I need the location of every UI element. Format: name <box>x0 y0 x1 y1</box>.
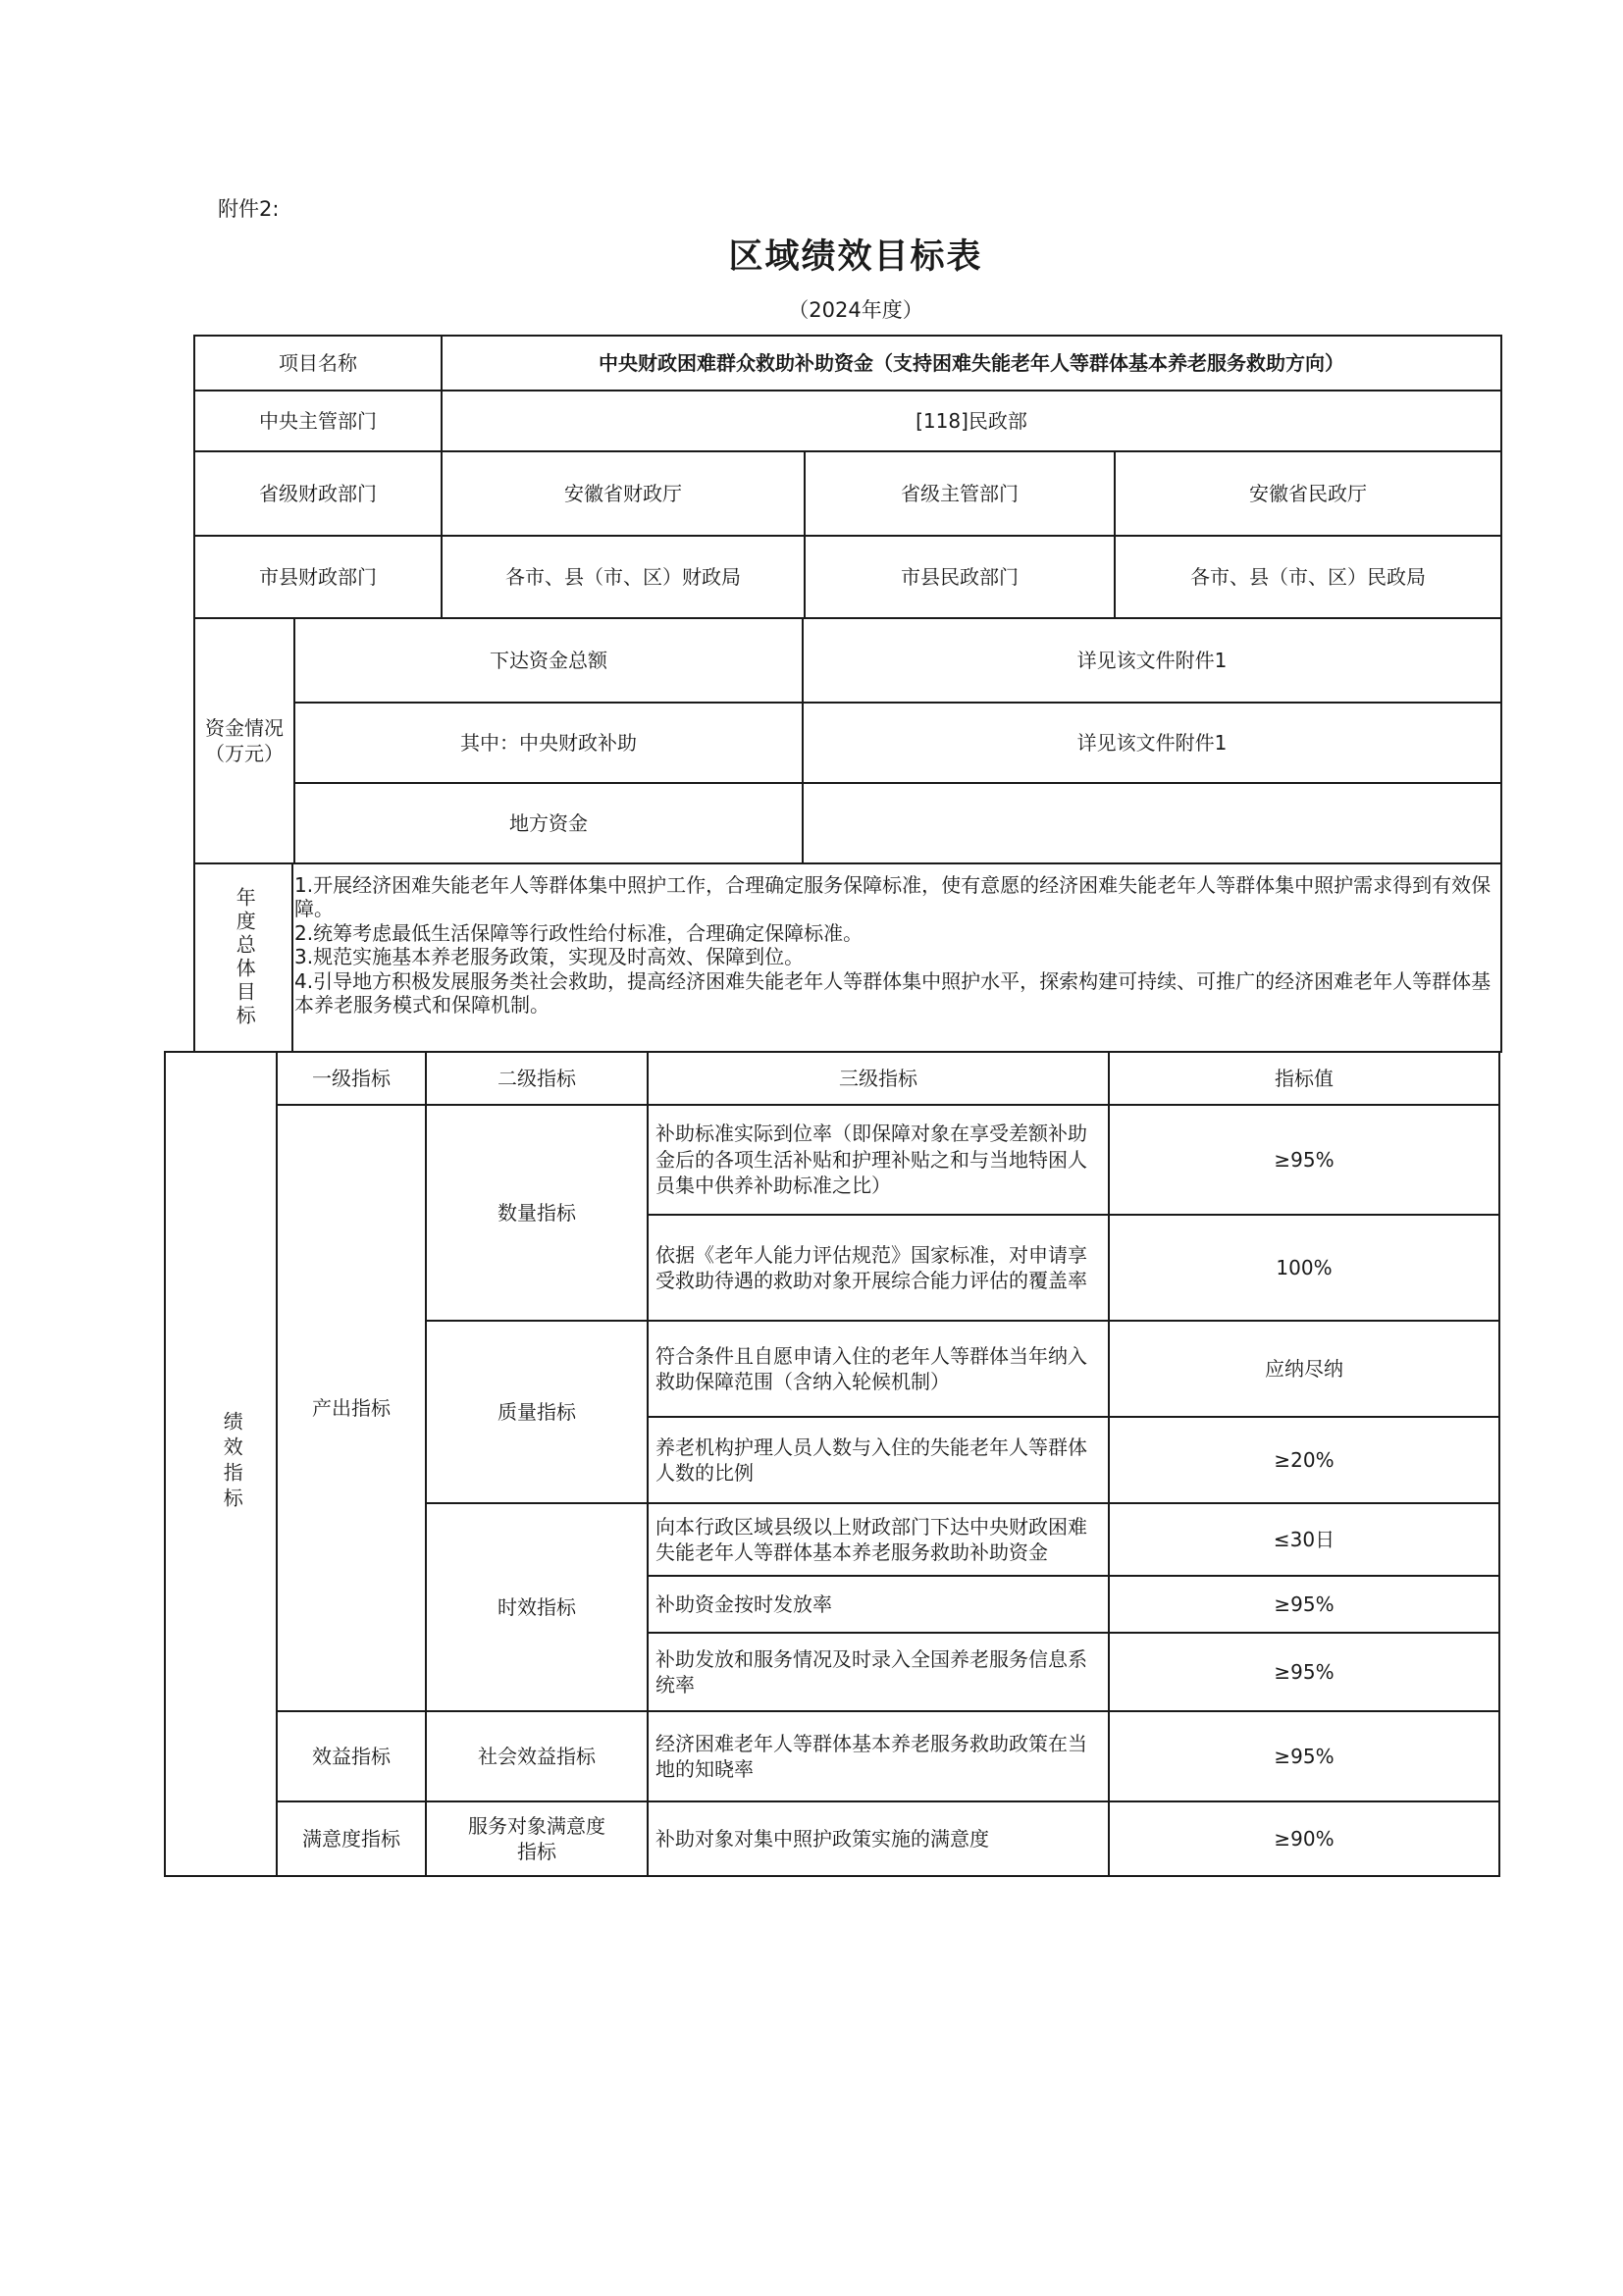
level3-item: 依据《老年人能力评估规范》国家标准，对申请享受救助待遇的救助对象开展综合能力评估的覆盖率 <box>655 1242 1087 1292</box>
annual-goal-text <box>294 873 1492 1017</box>
funds-total-label: 下达资金总额 <box>490 648 607 672</box>
level1-output: 产出指标 <box>312 1395 391 1420</box>
level3-item: 补助对象对集中照护政策实施的满意度 <box>655 1826 989 1851</box>
header-value: 指标值 <box>1275 1066 1334 1090</box>
indicator-value: ≥90% <box>1274 1826 1335 1851</box>
funds-central-label: 其中：中央财政补助 <box>460 730 637 755</box>
level1-satisfaction: 满意度指标 <box>302 1826 400 1851</box>
indicator-value: ≥95% <box>1274 1147 1335 1172</box>
performance-label: 绩效指标 <box>220 1411 244 1513</box>
annual-goal-line: 2.统筹考虑最低生活保障等行政性给付标准，合理确定保障标准。 <box>294 920 864 945</box>
level3-item: 向本行政区域县级以上财政部门下达中央财政困难失能老年人等群体基本养老服务救助补助资金 <box>655 1514 1087 1564</box>
prov-dept-value: 安徽省民政厅 <box>1249 481 1367 505</box>
level3-item: 补助标准实际到位率（即保障对象在享受差额补助金后的各项生活补贴和护理补贴之和与当地特困人员集中供养补助标准之比） <box>655 1122 1087 1198</box>
prov-finance-value: 安徽省财政厅 <box>564 481 682 505</box>
level1-benefit: 效益指标 <box>312 1744 391 1768</box>
indicator-value: ≥95% <box>1274 1592 1335 1616</box>
annual-goal-label: 年度总体目标 <box>233 887 257 1028</box>
indicator-value: ≥20% <box>1274 1447 1335 1472</box>
header-level3: 三级指标 <box>839 1066 917 1090</box>
level3-item: 符合条件且自愿申请入住的老年人等群体当年纳入救助保障范围（含纳入轮候机制） <box>655 1343 1087 1393</box>
level2-timeliness: 时效指标 <box>497 1594 576 1619</box>
project-name-value: 中央财政困难群众救助补助资金（支持困难失能老年人等群体基本养老服务救助方向） <box>599 350 1344 375</box>
city-dept-value: 各市、县（市、区）民政局 <box>1190 564 1426 589</box>
level3-item: 补助发放和服务情况及时录入全国养老服务信息系统率 <box>655 1646 1087 1696</box>
header-level2: 二级指标 <box>497 1066 576 1090</box>
level3-item: 补助资金按时发放率 <box>655 1592 832 1616</box>
funds-local-label: 地方资金 <box>509 810 588 835</box>
funds-central-value: 详见该文件附件1 <box>1076 730 1228 755</box>
level3-item: 经济困难老年人等群体基本养老服务救助政策在当地的知晓率 <box>655 1731 1087 1781</box>
funds-local-value <box>803 783 1501 863</box>
city-finance-value: 各市、县（市、区）财政局 <box>505 564 741 589</box>
header-level1: 一级指标 <box>312 1066 391 1090</box>
annual-goal-line: 3.规范实施基本养老服务政策，实现及时高效、保障到位。 <box>294 945 805 969</box>
funds-label: 资金情况（万元） <box>205 715 284 765</box>
annex-label: 附件2: <box>218 197 280 221</box>
city-finance-label: 市县财政部门 <box>259 564 377 589</box>
indicator-value: 100% <box>1276 1255 1333 1279</box>
prov-finance-label: 省级财政部门 <box>259 481 377 505</box>
indicator-value: ≤30日 <box>1273 1527 1335 1551</box>
indicator-value: ≥95% <box>1274 1659 1335 1684</box>
funds-total-value: 详见该文件附件1 <box>1076 648 1228 672</box>
level2-service-satisfaction: 服务对象满意度指标 <box>468 1813 605 1863</box>
year-subtitle: （2024年度） <box>788 298 923 322</box>
annual-goal-line: 4.引导地方积极发展服务类社会救助，提高经济困难失能老年人等群体集中照护水平，探索构建可持续、可推广的经济困难老年人等群体基本养老服务模式和保障机制。 <box>294 968 1492 1017</box>
central-dept-value: [118]民政部 <box>916 408 1027 433</box>
indicator-value: ≥95% <box>1274 1744 1335 1768</box>
project-name-label: 项目名称 <box>279 350 357 375</box>
city-dept-label: 市县民政部门 <box>901 564 1019 589</box>
level3-item: 养老机构护理人员人数与入住的失能老年人等群体人数的比例 <box>655 1435 1087 1485</box>
central-dept-label: 中央主管部门 <box>259 408 377 433</box>
level2-quantity: 数量指标 <box>497 1200 576 1225</box>
page-title: 区域绩效目标表 <box>728 237 983 277</box>
prov-dept-label: 省级主管部门 <box>901 481 1019 505</box>
level2-quality: 质量指标 <box>497 1399 576 1424</box>
indicator-value: 应纳尽纳 <box>1265 1356 1343 1381</box>
level2-social-benefit: 社会效益指标 <box>478 1744 596 1768</box>
annual-goal-line: 1.开展经济困难失能老年人等群体集中照护工作，合理确定服务保障标准，使有意愿的经济困难失能老年人等群体集中照护需求得到有效保障。 <box>294 873 1492 921</box>
